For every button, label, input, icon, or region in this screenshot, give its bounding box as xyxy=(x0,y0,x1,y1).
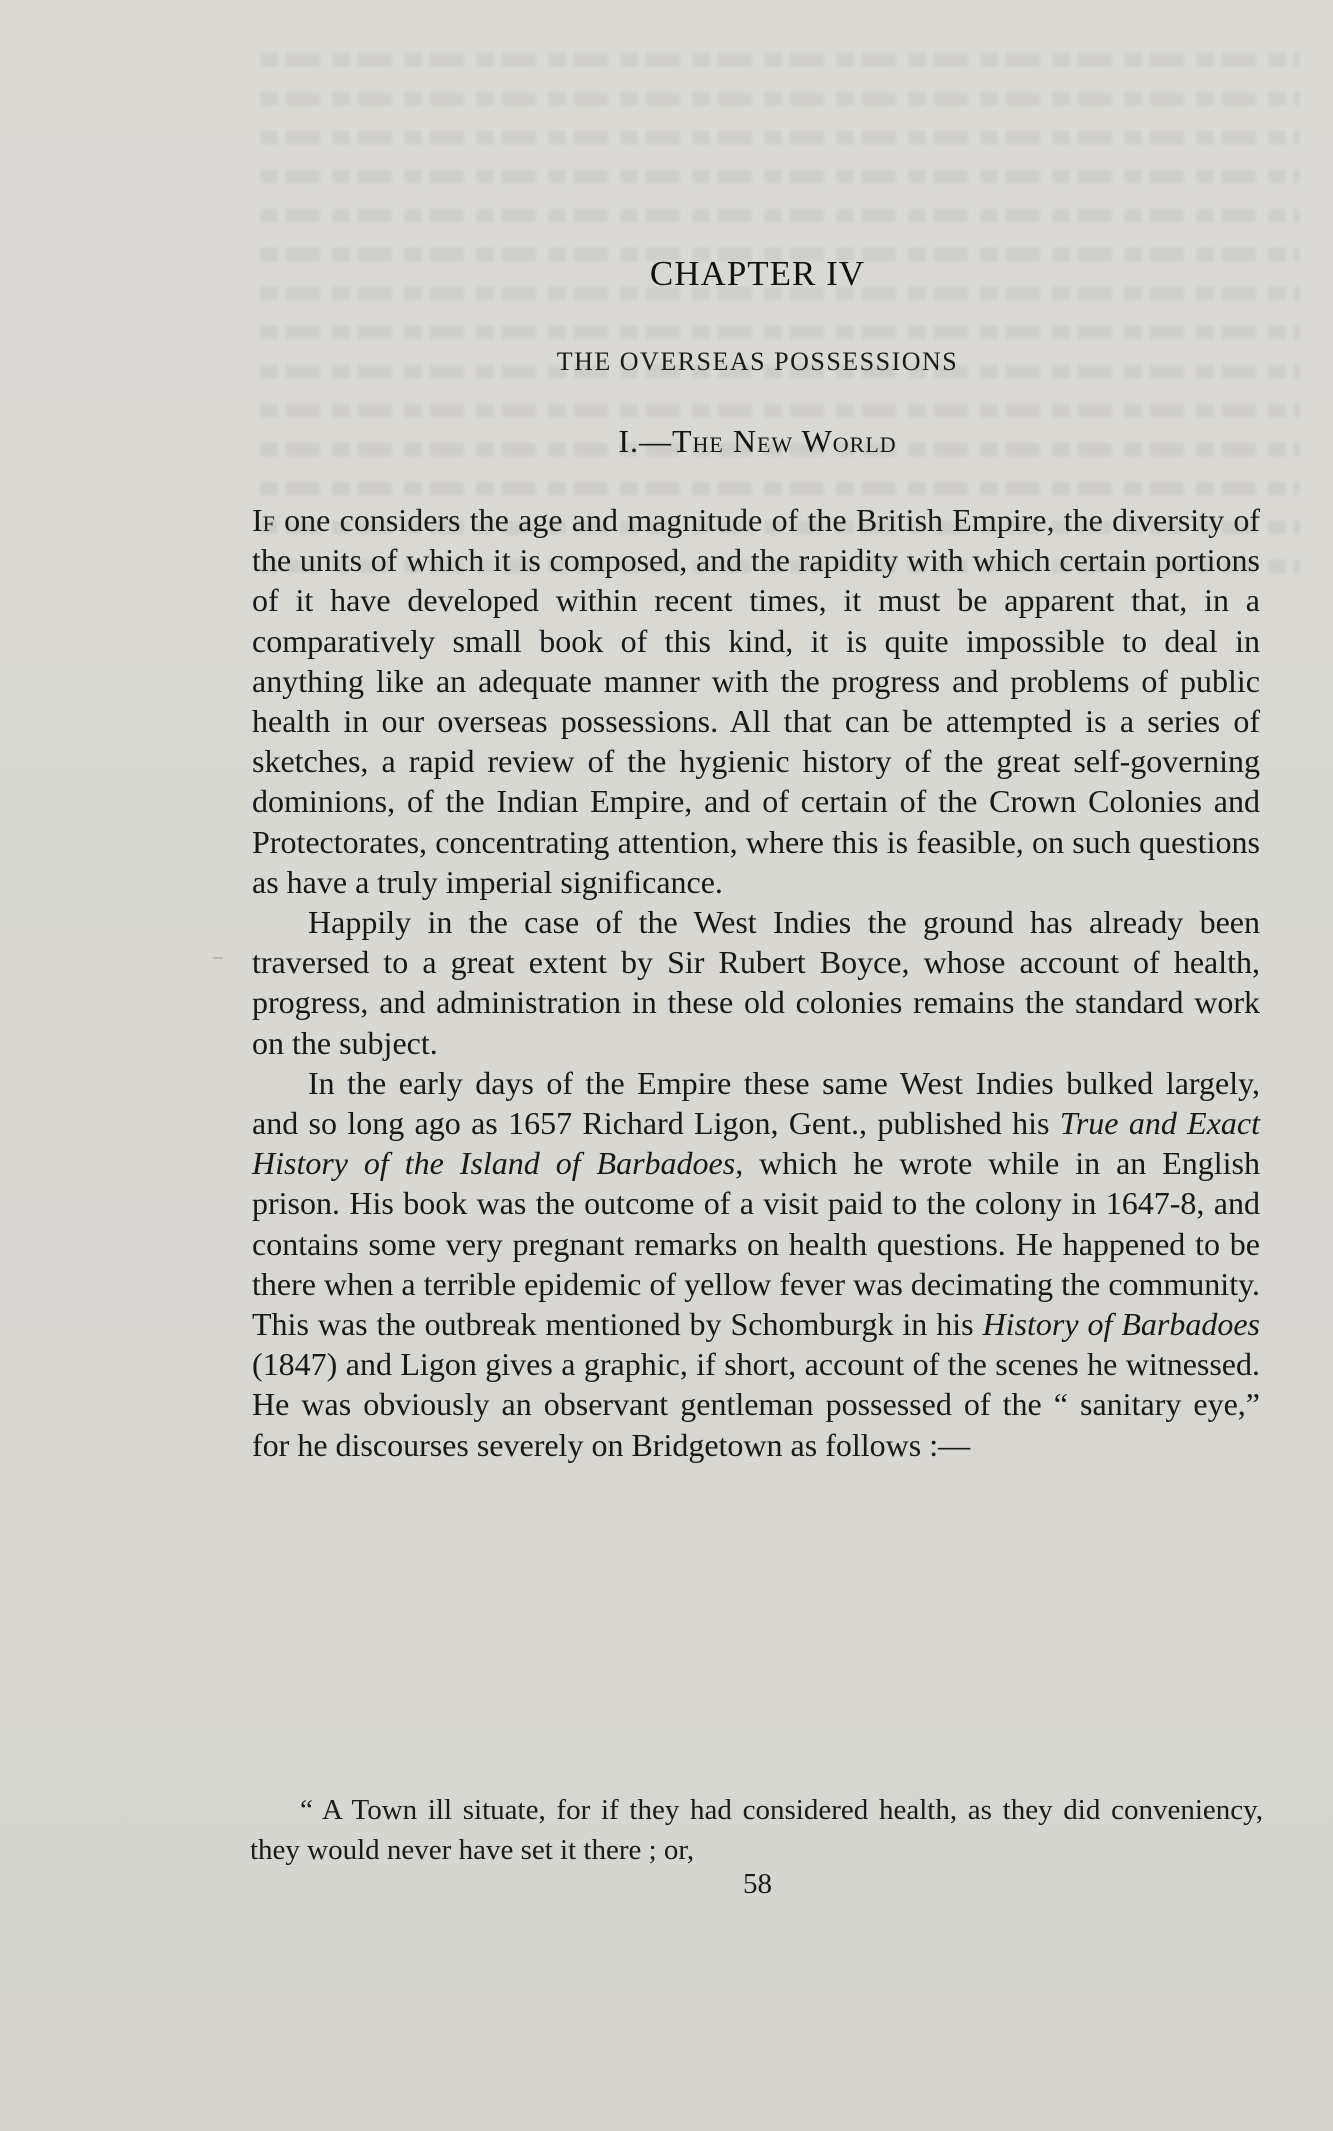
paragraph-3-text-a: In the early days of the Empire these same West Indies bulked largely, and so long ago as 1657 Richard Ligon, Gent., published his xyxy=(252,1064,1260,1142)
section-number: I.— xyxy=(618,423,672,459)
paragraph-3-text-c: (1847) and Ligon gives a graphic, if short, account of the scenes he witnessed. He was obviously an observant gentleman possessed of the “ sanitary eye,” for he discourses severely on Bridgetown as follows :— xyxy=(252,1346,1260,1463)
paragraph-1 xyxy=(252,500,1260,902)
paragraph-2: Happily in the case of the West Indies the ground has already been traversed to a great extent by Sir Rubert Boyce, whose account of health, progress, and administration in these old colonies remains the standard work on the subject. xyxy=(252,904,1260,1061)
quote-text: “ A Town ill situate, for if they had considered health, as they did conveniency, they would never have set it there ; or, xyxy=(250,1794,1263,1866)
paragraph-3 xyxy=(252,1063,1260,1465)
chapter-title: CHAPTER IV xyxy=(649,254,866,293)
block-quote xyxy=(250,1791,1263,1870)
book-title-2: History of Barbadoes xyxy=(982,1306,1261,1343)
paragraph-3-text-b: , which he wrote while in an English prison. His book was the outcome of a visit paid to the colony in 1647-8, and contains some very pregnant remarks on health questions. He happened to be there when a terrible epidemic of yellow fever was decimating the community. This was the outbreak mentioned by Schomburgk in his xyxy=(252,1145,1261,1343)
chapter-subtitle: THE OVERSEAS POSSESSIONS xyxy=(556,347,959,376)
margin-mark xyxy=(213,957,223,959)
book-title: True and Exact History of the Island of Barbadoes xyxy=(252,1105,1261,1182)
section-heading xyxy=(0,423,1333,460)
lead-word: If xyxy=(252,502,275,538)
page-number: 58 xyxy=(743,1868,772,1900)
section-title: The New World xyxy=(671,423,897,459)
paragraph-1-text: one considers the age and magnitude of the British Empire, the diversity of the units of which it is composed, and the rapidity with which certain portions of it have developed within recent times, it must be apparent that, in a comparatively small book of this kind, it is quite impossible to deal in anything like an adequate manner with the progress and problems of public health in our overseas possessions. All that can be attempted is a series of sketches, a rapid review of the hygienic history of the great self-governing dominions, of the Indian Empire, and of certain of the Crown Colonies and Protectorates, concentrating attention, where this is feasible, on such questions as have a truly imperial significance. xyxy=(252,502,1260,900)
body-text xyxy=(252,500,1260,1465)
